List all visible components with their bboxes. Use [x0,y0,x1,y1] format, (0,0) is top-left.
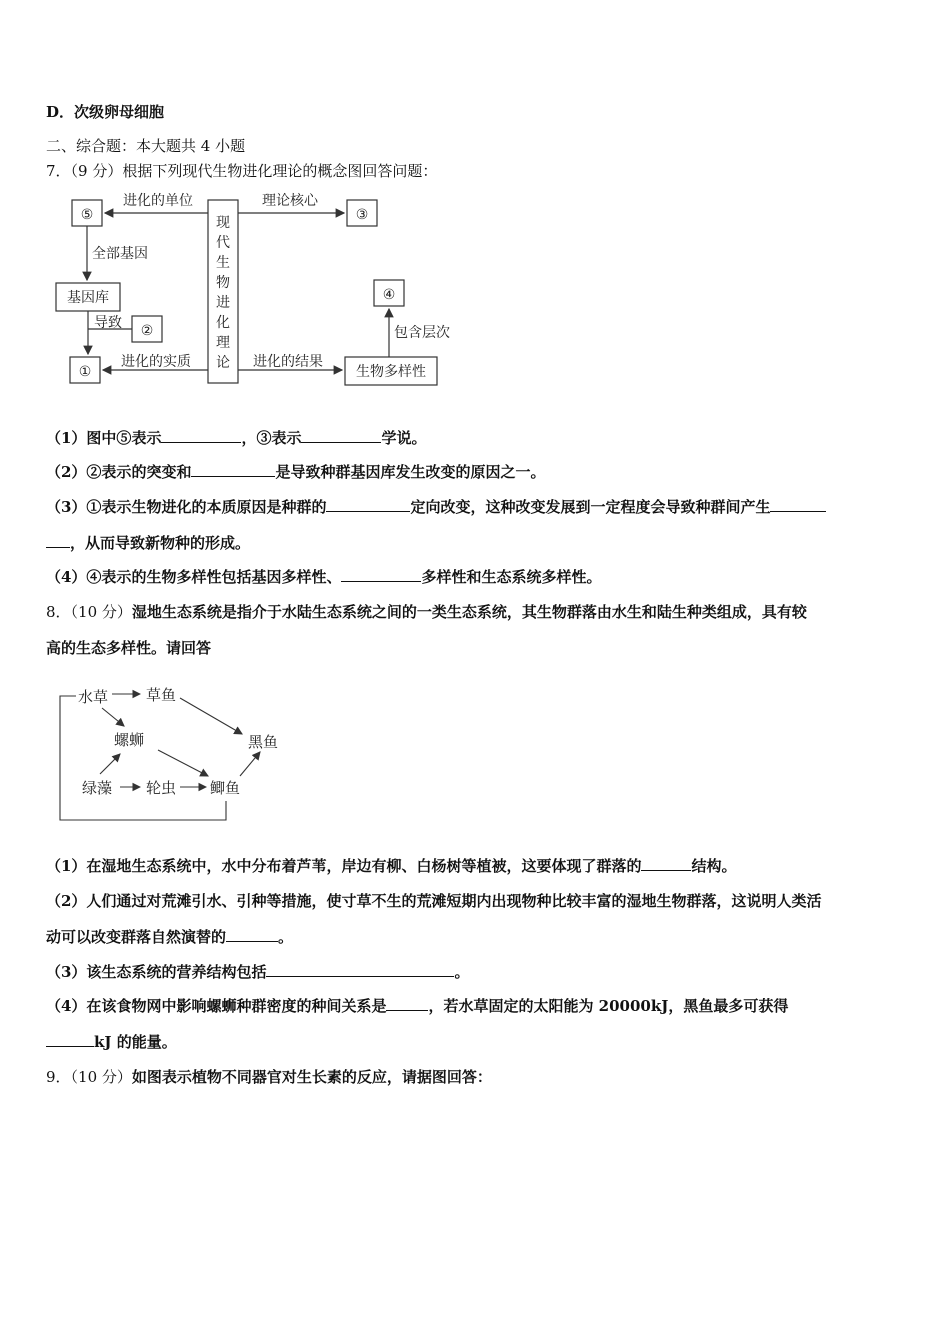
q9-number: 9． [46,1068,71,1086]
evolution-concept-map [50,185,450,395]
q7-p1-b: ，③表示 [241,429,302,447]
q8-stem-line1 [46,602,807,622]
q8-part4 [46,996,788,1016]
q8-blank-5[interactable] [46,1032,94,1047]
edge-essence-label: 进化的实质 [121,354,191,370]
q7-p4-a: （4）④表示的生物多样性包括基因多样性、 [46,568,342,586]
q7-p2-a: （2）②表示的突变和 [46,463,192,481]
box-2-label: ② [140,323,154,339]
q8-p1-a: （1）在湿地生态系统中，水中分布着芦苇，岸边有柳、白杨树等植被，这要体现了群落的 [46,857,642,875]
q8-blank-2[interactable] [226,927,278,942]
box-diversity-label: 生物多样性 [356,364,426,380]
option-d-text: 次级卵母细胞 [74,103,165,121]
edge-allgenes-label: 全部基因 [92,246,148,262]
q8-stem-line2: 高的生态多样性。请回答 [46,639,212,657]
section-title: 二、综合题：本大题共 4 小题 [46,137,246,155]
q9-stem-text: 如图表示植物不同器官对生长素的反应，请据图回答： [131,1068,492,1086]
q8-p2-b: 动可以改变群落自然演替的 [46,928,227,946]
edge-levels-label: 包含层次 [394,325,450,341]
edge-cause-label: 导致 [94,315,122,331]
q7-blank-3[interactable] [191,462,275,477]
q8-stem1: 湿地生态系统是指介于水陆生态系统之间的一类生态系统，其生物群落由水生和陆生种类组成，具有较 [131,603,807,621]
q7-blank-2[interactable] [301,428,381,443]
q8-p4-a: （4）在该食物网中影响螺蛳种群密度的种间关系是 [46,997,387,1015]
food-web-diagram [56,676,306,826]
q7-number: 7． [46,162,71,180]
center-char-2: 代 [216,235,230,251]
node-shuicao: 水草 [78,688,109,706]
q7-blank-5[interactable] [770,497,826,512]
node-luosi: 螺蛳 [114,731,145,749]
q7-p4-b: 多样性和生态系统多样性。 [421,568,602,586]
q8-p3-b: 。 [454,963,470,981]
center-char-3: 生 [216,255,230,271]
q8-blank-4[interactable] [386,996,428,1011]
box-4-label: ④ [382,287,396,303]
node-lunchong: 轮虫 [146,779,177,797]
center-char-4: 物 [216,275,230,291]
q8-blank-3[interactable] [266,962,454,977]
box-1-label: ① [78,364,92,380]
node-jiyu: 鲫鱼 [210,779,241,797]
box-genepool-label: 基因库 [67,290,109,306]
q7-p3-b: 定向改变，这种改变发展到一定程度会导致种群间产生 [410,498,771,516]
q7-p1-a: （1）图中⑤表示 [46,429,162,447]
q8-part3 [46,962,469,982]
q8-score: （10 分） [70,603,132,621]
q7-part2 [46,462,545,482]
option-d-label: D． [46,103,75,121]
q8-p1-b: 结构。 [691,857,737,875]
node-lvzao: 绿藻 [82,779,113,797]
node-caoyu: 草鱼 [146,686,177,704]
edge-unit-label: 进化的单位 [123,193,193,209]
q7-part4 [46,567,601,587]
q7-p2-b: 是导致种群基因库发生改变的原因之一。 [275,463,546,481]
option-d [46,102,164,122]
q8-part2: （2）人们通过对荒滩引水、引种等措施，使寸草不生的荒滩短期内出现物种比较丰富的湿地生物群落，这说明人类活 [46,892,822,910]
q7-part3 [46,497,826,517]
q8-part2-cont [46,927,293,947]
q7-blank-4[interactable] [326,497,410,512]
q7-part3-cont [46,533,250,553]
q9-score: （10 分） [70,1068,132,1086]
box-3-label: ③ [355,207,369,223]
center-char-5: 进 [216,295,230,311]
q8-part4-cont [46,1032,177,1052]
q8-p4-b: ，若水草固定的太阳能为 20000kJ，黑鱼最多可获得 [428,997,789,1015]
q8-number: 8． [46,603,71,621]
q7-part1 [46,428,426,448]
q7-blank-6[interactable] [341,567,421,582]
q7-stem [46,161,437,181]
q8-blank-1[interactable] [641,856,691,871]
box-5-label: ⑤ [80,207,94,223]
edge-core-label: 理论核心 [262,193,318,209]
center-char-1: 现 [216,215,230,231]
q8-part1 [46,856,736,876]
q8-p3-a: （3）该生态系统的营养结构包括 [46,963,267,981]
q7-stem-text: 根据下列现代生物进化理论的概念图回答问题： [122,162,438,180]
center-char-6: 化 [216,315,230,331]
center-char-7: 理 [216,335,230,351]
center-char-8: 论 [216,355,230,371]
q7-p3-a: （3）①表示生物进化的本质原因是种群的 [46,498,327,516]
q7-p1-c: 学说。 [381,429,427,447]
q8-p2-c: 。 [278,928,294,946]
q9-stem [46,1067,492,1087]
q7-p3-c: ，从而导致新物种的形成。 [70,534,251,552]
edge-result-label: 进化的结果 [253,354,323,370]
q8-p4-c: kJ 的能量。 [94,1033,177,1051]
q7-score: （9 分） [70,162,123,180]
q7-blank-1[interactable] [161,428,241,443]
q7-blank-5-cont[interactable] [46,533,70,548]
node-heiyu: 黑鱼 [248,733,279,751]
